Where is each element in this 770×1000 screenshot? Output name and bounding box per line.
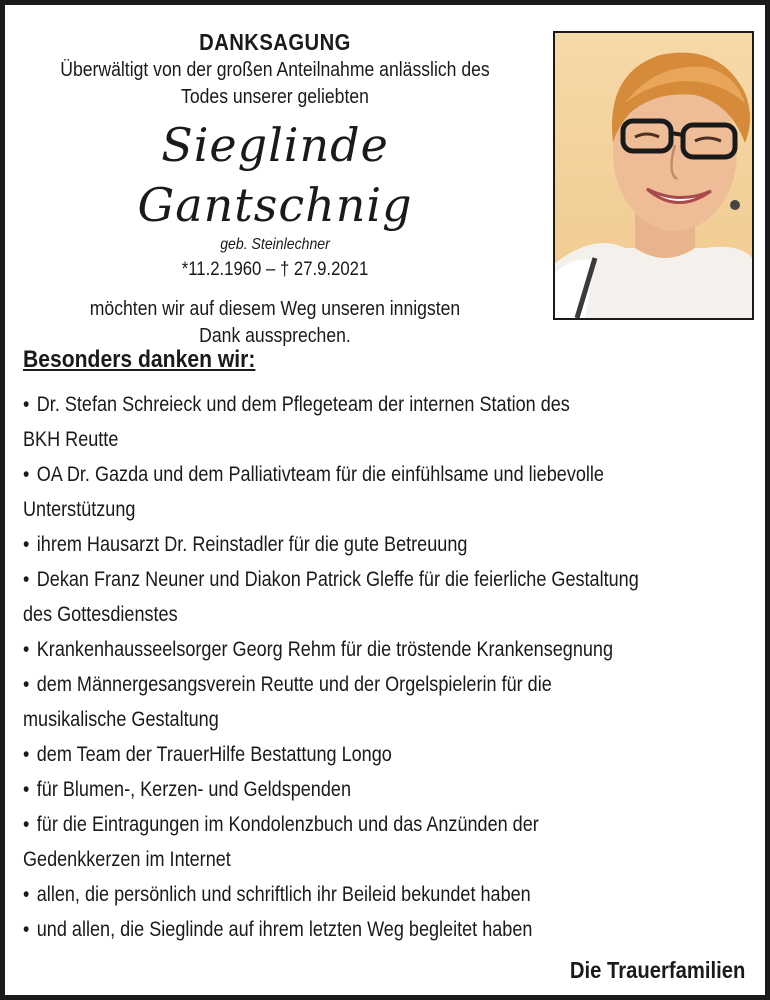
bullet-icon: • <box>23 743 30 766</box>
section-heading: Besonders danken wir: <box>23 346 256 373</box>
thanks-line-1: möchten wir auf diesem Weg unseren innigsten <box>89 298 461 320</box>
list-item: • für die Eintragungen im Kondolenzbuch und das Anzünden der Gedenkkerzen im Internet <box>23 807 725 877</box>
life-dates: *11.2.1960 – † 27.9.2021 <box>181 259 369 280</box>
bullet-icon: • <box>23 568 30 591</box>
deceased-name: Sieglinde Gantschnig <box>137 118 413 232</box>
bullet-icon: • <box>23 883 30 906</box>
bullet-icon: • <box>23 463 30 486</box>
portrait-photo <box>553 31 754 320</box>
signoff: Die Trauerfamilien <box>569 957 745 983</box>
list-item: • Dekan Franz Neuner und Diakon Patrick Gleffe für die feierliche Gestaltung des Gottesdienstes <box>23 562 725 632</box>
list-item: • dem Männergesangsverein Reutte und der Orgelspielerin für die musikalische Gestaltung <box>23 667 725 737</box>
bullet-icon: • <box>23 918 30 941</box>
list-item: • und allen, die Sieglinde auf ihrem letzten Weg begleitet haben <box>23 912 725 947</box>
list-item: • für Blumen-, Kerzen- und Geldspenden <box>23 772 725 807</box>
bullet-icon: • <box>23 393 30 416</box>
thanks-list <box>23 387 770 947</box>
notice-header <box>17 27 533 350</box>
bullet-icon: • <box>23 673 30 696</box>
list-item: • OA Dr. Gazda und dem Palliativteam für die einfühlsame und liebevolle Unterstützung <box>23 457 725 527</box>
portrait-illustration <box>555 33 752 318</box>
intro-line-2: Todes unserer geliebten <box>181 86 369 108</box>
list-item: • Krankenhausseelsorger Georg Rehm für die tröstende Krankensegnung <box>23 632 725 667</box>
list-item: • Dr. Stefan Schreieck und dem Pflegeteam der internen Station des BKH Reutte <box>23 387 725 457</box>
list-item: • allen, die persönlich und schriftlich ihr Beileid bekundet haben <box>23 877 725 912</box>
list-item: • ihrem Hausarzt Dr. Reinstadler für die gute Betreuung <box>23 527 725 562</box>
list-item: • dem Team der TrauerHilfe Bestattung Longo <box>23 737 725 772</box>
birth-name: geb. Steinlechner <box>220 236 330 253</box>
intro-line-1: Überwältigt von der großen Anteilnahme anlässlich des <box>60 59 490 81</box>
bullet-icon: • <box>23 533 30 556</box>
thanks-line-2: Dank aussprechen. <box>199 325 351 347</box>
bullet-icon: • <box>23 638 30 661</box>
bullet-icon: • <box>23 813 30 836</box>
bullet-icon: • <box>23 778 30 801</box>
notice-heading: DANKSAGUNG <box>199 29 351 55</box>
